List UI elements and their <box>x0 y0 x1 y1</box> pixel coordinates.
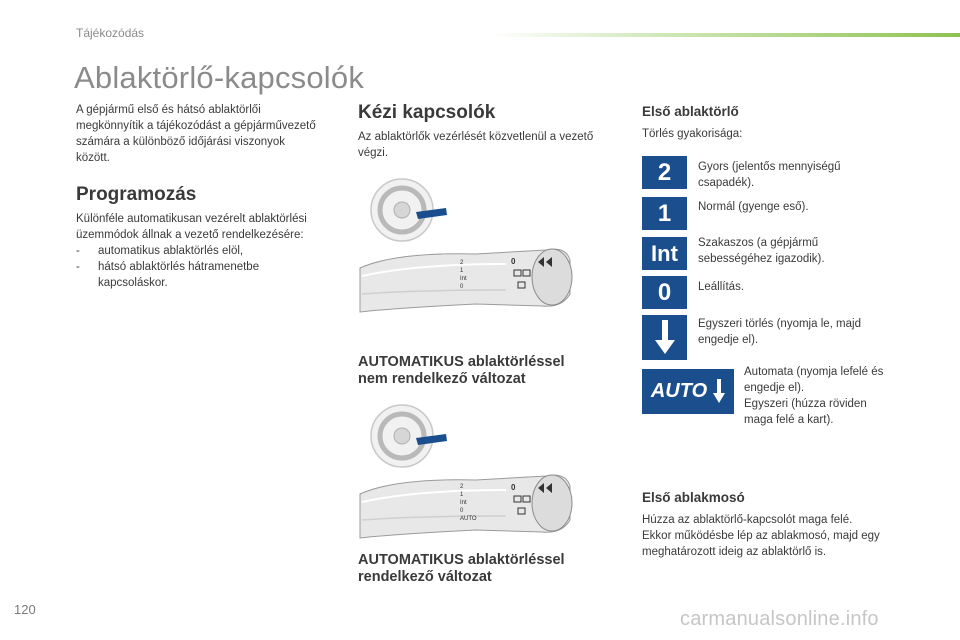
lever-label: 1 <box>460 492 464 498</box>
legend-line: engedje el). <box>744 382 805 394</box>
intro-line: számára a különböző időjárási viszonyok <box>76 136 286 148</box>
washer-text <box>642 512 922 560</box>
wiper-lever-auto-illustration <box>356 398 592 544</box>
programming-line: üzemmódok állnak a vezető rendelkezésére: <box>76 229 304 241</box>
intro-text <box>76 102 346 166</box>
caption-line: AUTOMATIKUS ablaktörléssel <box>358 552 565 568</box>
washer-line: meghatározott ideig az ablaktörlő is. <box>642 546 827 558</box>
lever-label: AUTO <box>460 516 477 522</box>
legend-line: Leállítás. <box>698 281 745 293</box>
manual-text <box>358 129 628 161</box>
auto-label: AUTO <box>650 380 708 402</box>
list-item: - hátsó ablaktörlés hátramenetbe kapcsoláskor. <box>76 259 268 291</box>
watermark: carmanualsonline.info <box>680 608 879 630</box>
intro-line: megkönnyítik a tájékozódást a gépjárművezető <box>76 120 316 132</box>
legend-line: Szakaszos (a gépjármű <box>698 237 819 249</box>
svg-text:0: 0 <box>511 483 516 492</box>
legend-line: Normál (gyenge eső). <box>698 201 809 213</box>
lever-label: 0 <box>460 284 464 290</box>
legend-item <box>698 199 888 215</box>
legend-line: Egyszeri törlés (nyomja le, majd <box>698 318 861 330</box>
lever-label: 1 <box>460 268 464 274</box>
manual-line: végzi. <box>358 147 389 159</box>
steering-wheel-icon <box>371 405 447 467</box>
legend-item <box>698 316 898 348</box>
legend-line: csapadék). <box>698 177 755 189</box>
lever-label: 2 <box>460 484 464 490</box>
speed-2-icon: 2 <box>642 156 687 189</box>
legend-line: engedje el). <box>698 334 759 346</box>
lever-label: 0 <box>460 508 464 514</box>
lever-label: Int <box>460 500 467 506</box>
speed-1-icon: 1 <box>642 197 687 230</box>
legend-item <box>698 279 888 295</box>
legend-line: maga felé a kart). <box>744 414 834 426</box>
down-arrow-icon <box>713 379 725 405</box>
caption-line: rendelkező változat <box>358 569 492 585</box>
intro-line: között. <box>76 152 110 164</box>
programming-line: Különféle automatikusan vezérelt ablaktörlési <box>76 213 307 225</box>
intro-line: A gépjármű első és hátsó ablaktörlői <box>76 104 261 116</box>
caption-line: nem rendelkező változat <box>358 371 526 387</box>
programming-text <box>76 211 346 291</box>
header-bar <box>490 33 960 37</box>
legend-item <box>744 364 914 428</box>
programming-list <box>76 243 346 291</box>
programming-heading: Programozás <box>76 184 197 205</box>
caption-auto <box>358 552 565 586</box>
auto-icon <box>642 369 734 414</box>
legend-line: sebességéhez igazodik). <box>698 253 825 265</box>
page-title: Ablaktörlő-kapcsolók <box>74 60 365 95</box>
steering-wheel-icon <box>371 179 447 241</box>
manual-line: Az ablaktörlők vezérlését közvetlenül a vezető <box>358 131 594 143</box>
manual-heading: Kézi kapcsolók <box>358 102 496 123</box>
front-wiper-heading: Első ablaktörlő <box>642 104 739 119</box>
caption-no-auto <box>358 354 565 388</box>
section-label: Tájékozódás <box>76 26 145 40</box>
lever-body <box>360 475 572 538</box>
legend-line: Egyszeri (húzza röviden <box>744 398 867 410</box>
off-icon: 0 <box>642 276 687 309</box>
caption-line: AUTOMATIKUS ablaktörléssel <box>358 354 565 370</box>
down-arrow-icon <box>642 315 687 360</box>
page-number: 120 <box>14 602 36 617</box>
legend-line: Automata (nyomja lefelé és <box>744 366 884 378</box>
legend-item <box>698 159 888 191</box>
list-item: - automatikus ablaktörlés elöl, <box>76 243 346 259</box>
lever-label: Int <box>460 276 467 282</box>
front-wiper-subtitle: Törlés gyakorisága: <box>642 128 743 140</box>
washer-heading: Első ablakmosó <box>642 490 745 505</box>
legend-line: Gyors (jelentős mennyiségű <box>698 161 841 173</box>
washer-line: Ekkor működésbe lép az ablakmosó, majd egy <box>642 530 880 542</box>
intermittent-icon: Int <box>642 237 687 270</box>
lever-label: 2 <box>460 260 464 266</box>
wiper-lever-illustration <box>356 172 592 318</box>
svg-text:0: 0 <box>511 257 516 266</box>
legend-item <box>698 235 888 267</box>
washer-line: Húzza az ablaktörlő-kapcsolót maga felé. <box>642 514 853 526</box>
